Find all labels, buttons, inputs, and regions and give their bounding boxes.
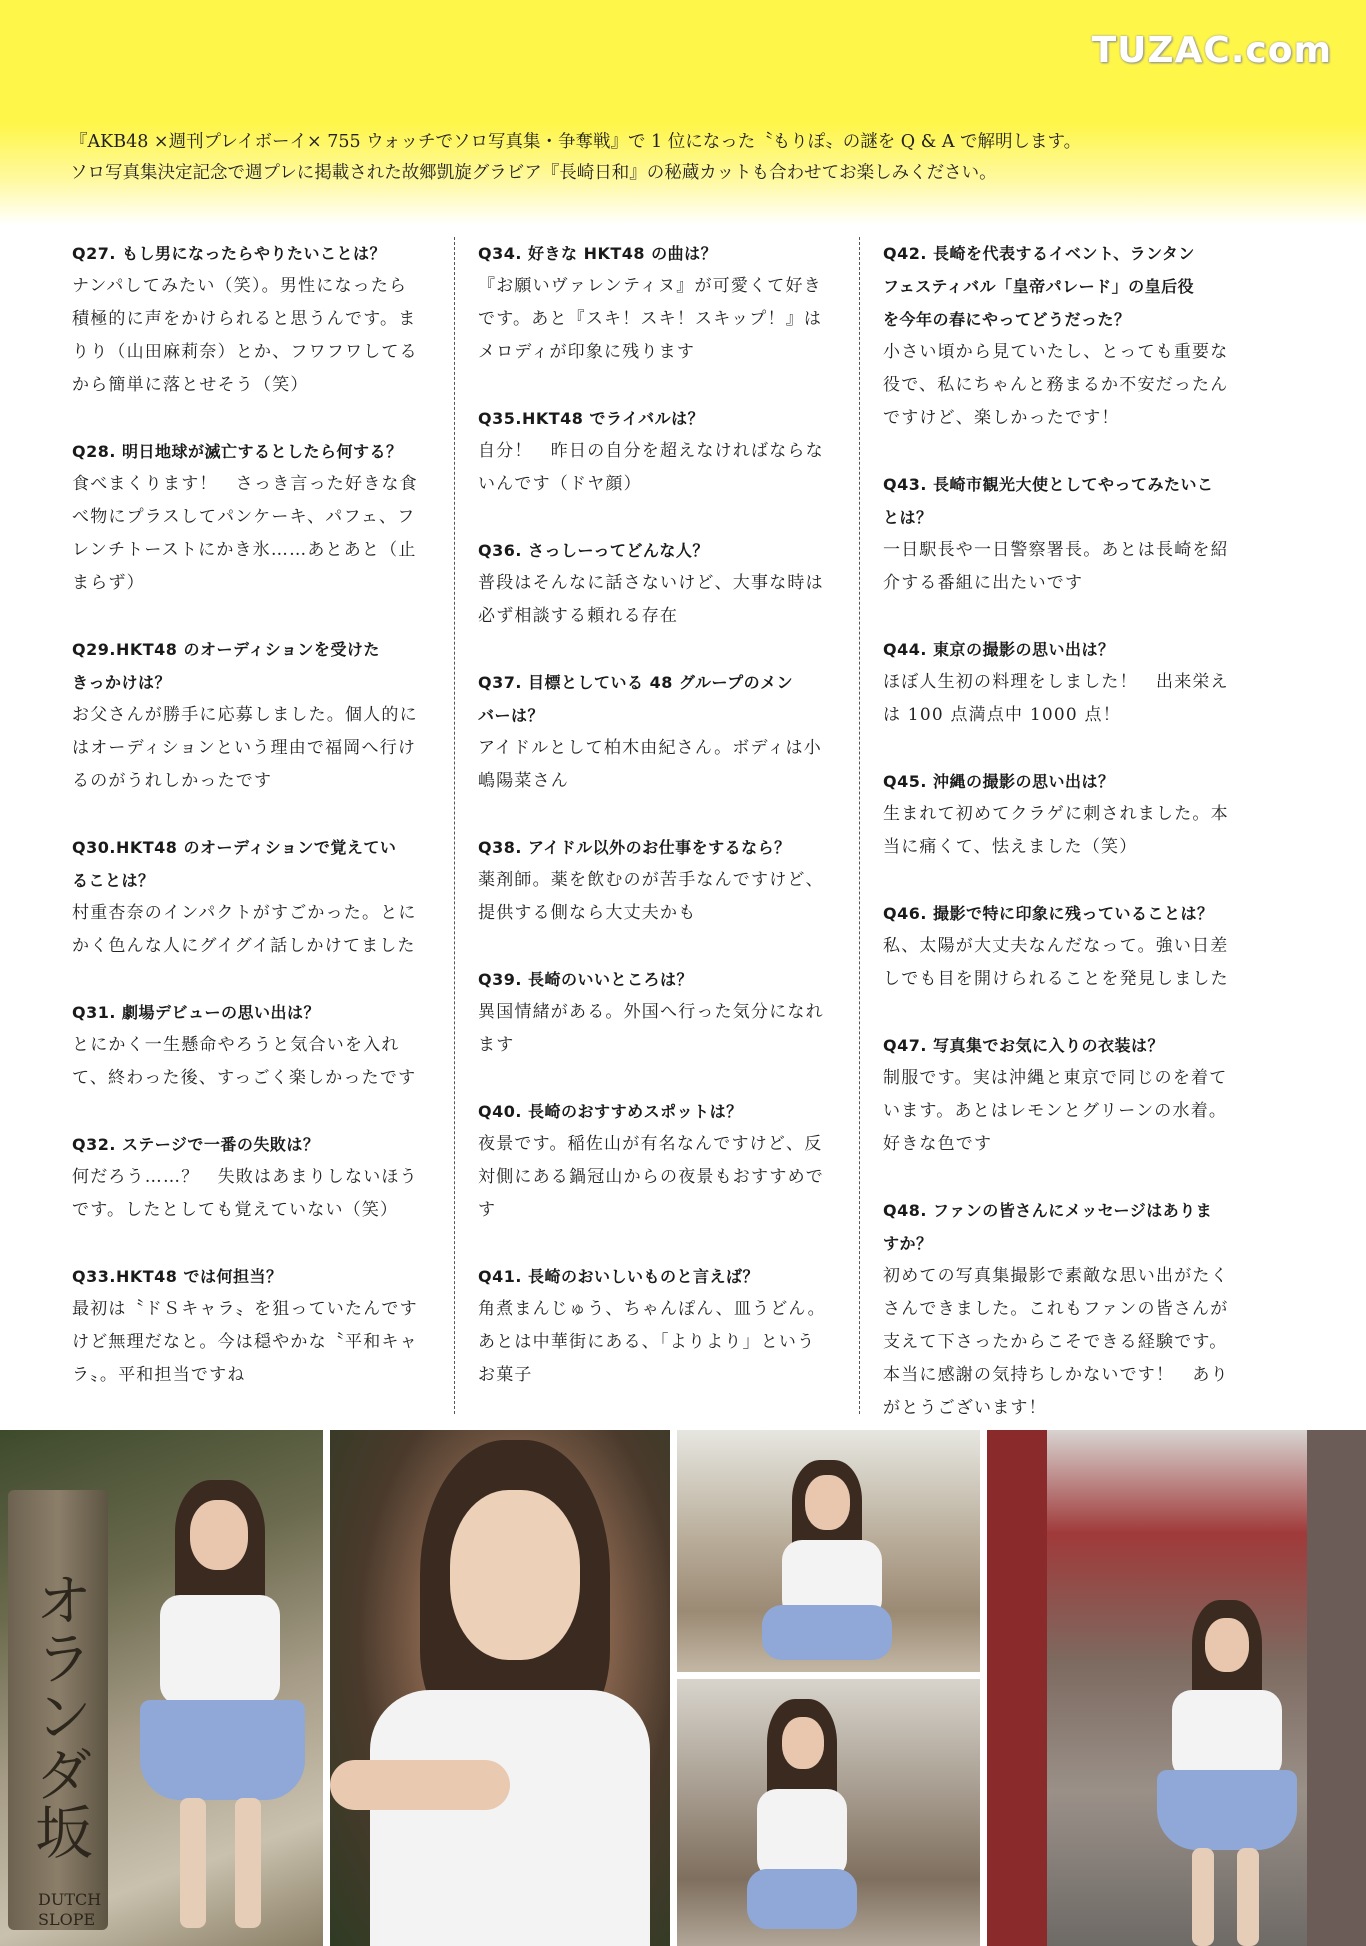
qa-item [478,666,840,798]
question-line: Q36. さっしーってどんな人？ [478,541,709,560]
qa-item [478,402,840,501]
answer-line: りり（山田麻莉奈）とか、フワフワしてる [72,342,418,362]
answer-line: 好きな色です [883,1134,993,1154]
intro-line-1: 『AKB48 ×週刊プレイボーイ× 755 ウォッチでソロ写真集・争奪戦』で 1 位になった〝もりぽ〟の謎を Q & A で解明します。 [70,132,1082,152]
answer-line: べ物にプラスしてパンケーキ、パフェ、フ [72,507,416,527]
question-line: Q33.HKT48 では何担当？ [72,1267,283,1286]
qa-column-1 [72,237,434,1425]
question-line: Q34. 好きな HKT48 の曲は？ [478,244,718,263]
qa-item [72,633,434,798]
answer-line: 役で、私にちゃんと務まるか不安だったん [883,375,1229,395]
answer-line: かく色んな人にグイグイ話しかけてました [72,936,416,956]
watermark: TUZAC.com [1091,30,1332,71]
qa-item [883,897,1245,996]
question-line: Q27. もし男になったらやりたいことは？ [72,244,387,263]
person-skirt [1157,1770,1297,1850]
person-shirt [370,1690,650,1946]
question [883,1194,1245,1260]
sign-small-text: DUTCH SLOPE [38,1890,102,1929]
answer-line: お菓子 [478,1365,533,1385]
answer-line: レンチトーストにかき氷……あとあと（止 [72,540,417,560]
qa-item [478,1260,840,1392]
qa-item [72,996,434,1095]
question [72,831,434,897]
answer-line: 当に痛くて、怯えました（笑） [883,837,1138,857]
question [478,666,840,732]
question-line: すか？ [883,1234,933,1253]
qa-item [72,1260,434,1392]
question [72,633,434,699]
question-line: を今年の春にやってどうだった？ [883,310,1131,329]
answer-line: とにかく一生懸命やろうと気合いを入れ [72,1035,400,1055]
answer-line: さんできました。これもファンの皆さんが [883,1299,1229,1319]
qa-item [883,1029,1245,1161]
column-divider [859,237,860,1414]
answer-line: 対側にある鍋冠山からの夜景もおすすめで [478,1167,824,1187]
qa-item [478,963,840,1062]
answer-line: あとは中華街にある、「よりより」という [478,1332,816,1352]
answer-line: 何だろう……？ 失敗はあまりしないほう [72,1167,418,1187]
answer-line: て、終わった後、すっごく楽しかったです [72,1068,417,1088]
question-line: Q47. 写真集でお気に入りの衣装は？ [883,1036,1165,1055]
answer-line: 初めての写真集撮影で素敵な思い出がたく [883,1266,1229,1286]
question [478,534,840,567]
photo-dutch-slope-sign [0,1430,323,1946]
question [478,402,840,435]
column-divider [454,237,455,1414]
question [883,633,1245,666]
question-line: ることは？ [72,871,155,890]
question-line: Q37. 目標としている 48 グループのメン [478,673,794,692]
question [72,1260,434,1293]
answer-line: 介する番組に出たいです [883,573,1084,593]
answer-line: まらず） [72,573,145,593]
person-leg [1192,1848,1214,1946]
qa-column-3 [883,237,1245,1458]
photo-closeup [330,1430,670,1946]
answer-line: 制服です。実は沖縄と東京で同じのを着て [883,1068,1228,1088]
answer-line: 嶋陽菜さん [478,771,569,791]
question-line: Q35.HKT48 でライバルは？ [478,409,705,428]
question-line: きっかけは？ [72,673,172,692]
answer-line: アイドルとして柏木由紀さん。ボディは小 [478,738,822,758]
answer-line: 異国情緒がある。外国へ行った気分になれ [478,1002,824,1022]
person-shirt [1172,1690,1282,1780]
qa-item [478,237,840,369]
answer-line: います。あとはレモンとグリーンの水着。 [883,1101,1228,1121]
question [478,237,840,270]
stone-sign [8,1490,108,1930]
answer-line: 積極的に声をかけられると思うんです。ま [72,309,417,329]
question-line: Q30.HKT48 のオーディションで覚えてい [72,838,397,857]
question [478,1095,840,1128]
answer-line: す [478,1200,497,1220]
question [883,468,1245,534]
question-line: Q29.HKT48 のオーディションを受けた [72,640,380,659]
person-face [450,1490,580,1660]
qa-item [883,1194,1245,1425]
question-line: フェスティバル「皇帝パレード」の皇后役 [883,277,1195,296]
question-line: とは？ [883,508,933,527]
answer-line: 生まれて初めてクラゲに刺されました。本 [883,804,1229,824]
person-face [782,1717,824,1769]
answer-line: お父さんが勝手に応募しました。個人的に [72,705,418,725]
qa-item [478,1095,840,1227]
question-line: Q28. 明日地球が滅亡するとしたら何する？ [72,442,403,461]
question-line: Q31. 劇場デビューの思い出は？ [72,1003,321,1022]
question-line: Q44. 東京の撮影の思い出は？ [883,640,1115,659]
answer-line: 提供する側なら大丈夫かも [478,903,697,923]
question-line: Q43. 長崎市観光大使としてやってみたいこ [883,475,1214,494]
answer-line: ます [478,1035,515,1055]
qa-column-2 [478,237,840,1425]
intro-line-2: ソロ写真集決定記念で週プレに掲載された故郷凱旋グラビア『長崎日和』の秘蔵カットも合わせてお楽しみください。 [70,163,997,183]
answer-line: がとうございます！ [883,1398,1047,1418]
answer-line: ラ〟。平和担当ですね [72,1365,246,1385]
person-skirt [762,1605,892,1660]
qa-item [883,633,1245,732]
answer-line: メロディが印象に残ります [478,342,696,362]
person-skirt [747,1869,857,1929]
photo-sitting-steps [677,1430,980,1672]
answer-line: 私、太陽が大丈夫なんだなって。強い日差 [883,936,1229,956]
question-line: Q48. ファンの皆さんにメッセージはありま [883,1201,1213,1220]
answer-line: けど無理だなと。今は穏やかな〝平和キャ [72,1332,418,1352]
qa-item [883,468,1245,600]
person-leg [235,1798,261,1928]
question [883,765,1245,798]
answer-line: です。したとしても覚えていない（笑） [72,1200,399,1220]
question [883,897,1245,930]
answer-line: るのがうれしかったです [72,771,273,791]
building-left [987,1430,1047,1946]
sign-main-text: オランダ坂 [25,1570,93,1860]
qa-item [72,237,434,402]
question-line: Q38. アイドル以外のお仕事をするなら？ [478,838,791,857]
question [72,435,434,468]
question [478,1260,840,1293]
question-line: Q32. ステージで一番の失敗は？ [72,1135,320,1154]
question-line: Q45. 沖縄の撮影の思い出は？ [883,772,1115,791]
answer-line: 角煮まんじゅう、ちゃんぽん、皿うどん。 [478,1299,826,1319]
answer-line: はオーディションという理由で福岡へ行け [72,738,417,758]
question [72,996,434,1029]
answer-line: しでも目を開けられることを発見しました [883,969,1229,989]
person-shirt [757,1789,847,1879]
answer-line: 薬剤師。薬を飲むのが苦手なんですけど、 [478,870,824,890]
question-line: バーは？ [478,706,545,725]
qa-item [72,435,434,600]
qa-item [883,765,1245,864]
answer-line: 必ず相談する頼れる存在 [478,606,679,626]
question [883,1029,1245,1062]
qa-item [883,237,1245,435]
answer-line: 本当に感謝の気持ちしかないです！ あり [883,1365,1229,1385]
qa-item [72,1128,434,1227]
person-leg [180,1798,206,1928]
answer-line: から簡単に落とせそう（笑） [72,375,309,395]
answer-line: いんです（ドヤ顔） [478,474,642,494]
answer-line: 小さい頃から見ていたし、とっても重要な [883,342,1229,362]
person-face [805,1475,850,1530]
question-line: Q42. 長崎を代表するイベント、ランタン [883,244,1195,263]
answer-line: 一日駅長や一日警察署長。あとは長崎を紹 [883,540,1229,560]
question [72,237,434,270]
person-face [190,1500,248,1570]
answer-line: 自分！ 昨日の自分を超えなければならな [478,441,824,461]
intro-text [70,127,1310,189]
photo-street [987,1430,1366,1946]
question-line: Q39. 長崎のいいところは？ [478,970,694,989]
answer-line: 夜景です。稲佐山が有名なんですけど、反 [478,1134,823,1154]
photo-sitting-railing [677,1679,980,1946]
answer-line: ほぼ人生初の料理をしました！ 出来栄え [883,672,1229,692]
person-leg [1237,1848,1259,1946]
answer-line: は 100 点満点中 1000 点！ [883,705,1121,725]
person-skirt [140,1700,305,1800]
answer-line: ですけど、楽しかったです！ [883,408,1120,428]
answer-line: です。あと『スキ！スキ！スキップ！』は [478,309,823,329]
answer-line: 最初は〝ドＳキャラ〟を狙っていたんです [72,1299,418,1319]
person-face [1205,1618,1249,1672]
question [72,1128,434,1161]
question-line: Q46. 撮影で特に印象に残っていることは？ [883,904,1214,923]
person-shirt [160,1595,280,1705]
answer-line: 村重杏奈のインパクトがすごかった。とに [72,903,417,923]
qa-item [478,534,840,633]
building-right [1307,1430,1366,1946]
question-line: Q40. 長崎のおすすめスポットは？ [478,1102,743,1121]
question [478,831,840,864]
answer-line: ナンパしてみたい（笑）。男性になったら [72,276,408,296]
question-line: Q41. 長崎のおいしいものと言えば？ [478,1267,760,1286]
answer-line: 普段はそんなに話さないけど、大事な時は [478,573,824,593]
question [883,237,1245,336]
answer-line: 食べまくります！ さっき言った好きな食 [72,474,418,494]
question [478,963,840,996]
answer-line: 『お願いヴァレンティヌ』が可愛くて好き [478,276,822,296]
person-arm [330,1760,510,1810]
qa-item [72,831,434,963]
answer-line: 支えて下さったからこそできる経験です。 [883,1332,1228,1352]
qa-item [478,831,840,930]
